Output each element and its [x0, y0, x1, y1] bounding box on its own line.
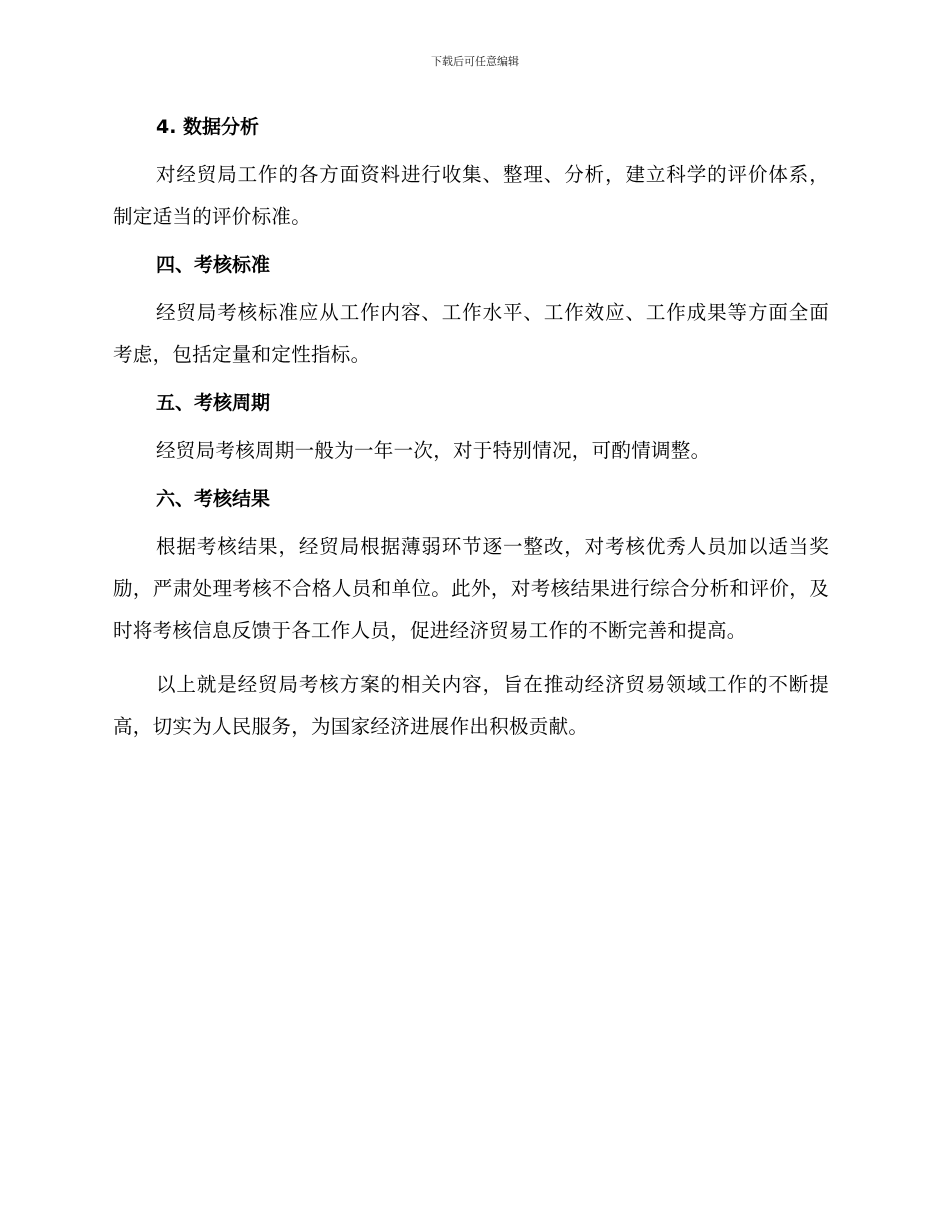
page-header: 下载后可任意编辑: [431, 55, 519, 68]
document-body: [113, 112, 829, 760]
section-heading-data-analysis: 4. 数据分析: [156, 116, 260, 138]
paragraph-assessment-standard: 经贸局考核标准应从工作内容、工作水平、工作效应、工作成果等方面全面考虑，包括定量和定性指标。: [113, 301, 829, 366]
section-heading-assessment-standard: 四、考核标准: [156, 254, 271, 276]
paragraph-conclusion: 以上就是经贸局考核方案的相关内容，旨在推动经济贸易领域工作的不断提高，切实为人民服务，为国家经济进展作出积极贡献。: [113, 673, 829, 738]
section-heading-assessment-cycle: 五、考核周期: [156, 392, 271, 414]
paragraph-assessment-result: 根据考核结果，经贸局根据薄弱环节逐一整改，对考核优秀人员加以适当奖励，严肃处理考核不合格人员和单位。此外，对考核结果进行综合分析和评价，及时将考核信息反馈于各工作人员，促进经济贸易工作的不断完善和提高。: [113, 535, 829, 642]
paragraph-data-analysis: 对经贸局工作的各方面资料进行收集、整理、分析，建立科学的评价体系，制定适当的评价标准。: [113, 163, 829, 228]
section-heading-assessment-result: 六、考核结果: [156, 488, 271, 510]
paragraph-assessment-cycle: 经贸局考核周期一般为一年一次，对于特别情况，可酌情调整。: [156, 439, 711, 462]
